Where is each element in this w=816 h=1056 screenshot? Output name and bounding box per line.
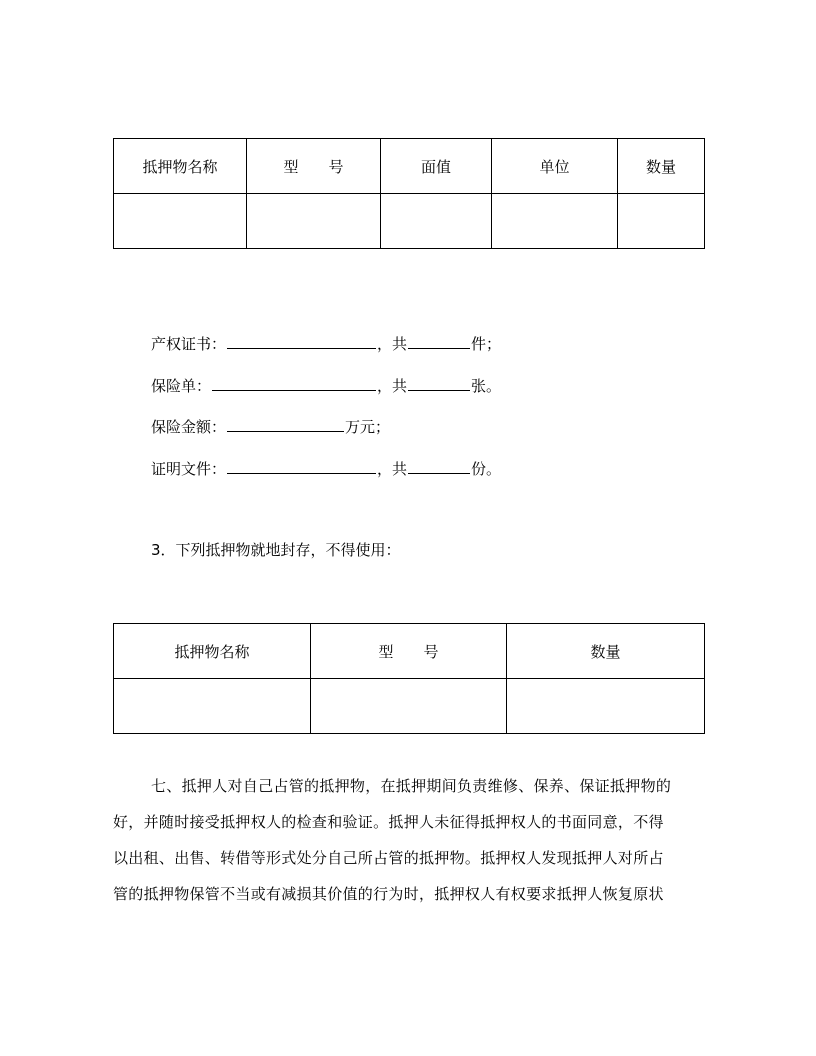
insurance-amount-blank[interactable] [227, 415, 344, 432]
clause-7-line-3: 以出租、出售、转借等形式处分自己所占管的抵押物。抵押权人发现抵押人对所占 [113, 849, 664, 867]
proof-document-unit: 份。 [471, 460, 502, 478]
table-header-row [114, 139, 705, 194]
header-face-value: 面值 [381, 139, 492, 194]
table-header-row [114, 624, 705, 679]
property-cert-label: 产权证书： [151, 335, 227, 353]
cell-face-value[interactable] [381, 194, 492, 249]
insurance-policy-line [151, 374, 501, 396]
cell-model[interactable] [311, 679, 507, 734]
header-quantity: 数量 [507, 624, 705, 679]
property-cert-unit: 件； [471, 335, 502, 353]
sealed-collateral-table [113, 623, 705, 734]
cell-collateral-name[interactable] [114, 679, 311, 734]
cell-quantity[interactable] [618, 194, 705, 249]
header-collateral-name: 抵押物名称 [114, 139, 247, 194]
insurance-amount-label: 保险金额： [151, 418, 227, 436]
header-unit: 单位 [492, 139, 618, 194]
property-cert-line [151, 332, 501, 354]
cell-unit[interactable] [492, 194, 618, 249]
clause-7-paragraph [113, 768, 704, 912]
section-3-heading: 3．下列抵押物就地封存，不得使用： [151, 541, 401, 559]
insurance-policy-label: 保险单： [151, 377, 212, 395]
insurance-policy-sep: ，共 [377, 377, 408, 395]
table-row [114, 679, 705, 734]
property-cert-blank[interactable] [227, 332, 376, 349]
insurance-policy-count-blank[interactable] [408, 374, 470, 391]
insurance-policy-unit: 张。 [471, 377, 502, 395]
insurance-amount-line [151, 415, 390, 437]
proof-document-blank[interactable] [227, 457, 376, 474]
clause-7-line-4: 管的抵押物保管不当或有减损其价值的行为时，抵押权人有权要求抵押人恢复原状 [113, 885, 664, 903]
header-collateral-name: 抵押物名称 [114, 624, 311, 679]
proof-document-line [151, 457, 501, 479]
insurance-amount-unit: 万元； [345, 418, 391, 436]
header-model: 型 号 [247, 139, 381, 194]
cell-model[interactable] [247, 194, 381, 249]
cell-quantity[interactable] [507, 679, 705, 734]
proof-document-count-blank[interactable] [408, 457, 470, 474]
clause-7-line-1: 七、抵押人对自己占管的抵押物，在抵押期间负责维修、保养、保证抵押物的 [151, 777, 672, 795]
property-cert-count-blank[interactable] [408, 332, 470, 349]
insurance-policy-blank[interactable] [212, 374, 376, 391]
proof-document-label: 证明文件： [151, 460, 227, 478]
proof-document-sep: ，共 [377, 460, 408, 478]
collateral-table [113, 138, 705, 249]
clause-7-line-2: 好，并随时接受抵押权人的检查和验证。抵押人未征得抵押权人的书面同意，不得 [113, 813, 664, 831]
table-row [114, 194, 705, 249]
cell-collateral-name[interactable] [114, 194, 247, 249]
header-model: 型 号 [311, 624, 507, 679]
property-cert-sep: ，共 [377, 335, 408, 353]
header-quantity: 数量 [618, 139, 705, 194]
